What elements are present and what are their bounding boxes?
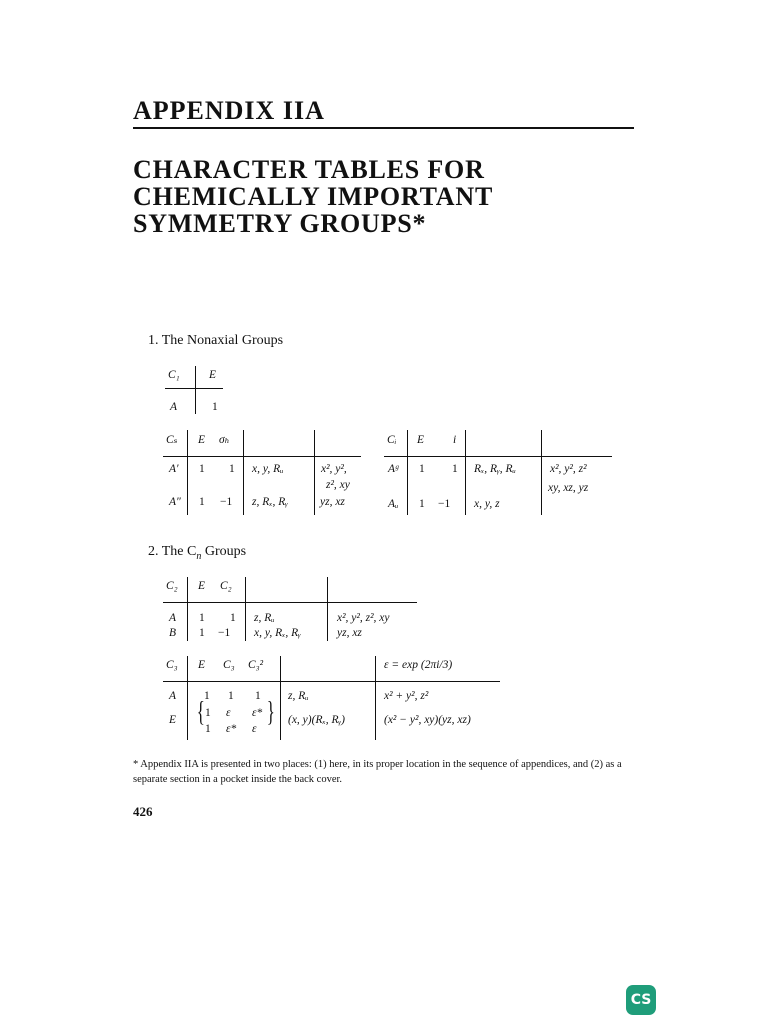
c3-quad-a: x² + y², z² [384,690,429,702]
cs-quad-a1-line1: x², y², [321,463,347,475]
section-cn-heading: 2. The $C_n$ Groups [148,544,247,562]
c2-char-b-c2: −1 [218,627,231,639]
ci-quad-ag-line1: x², y², z² [550,463,587,475]
c2-char-a-c2: 1 [230,612,236,624]
cs-quad-a1-line2: z², xy [326,479,350,491]
c3-op-e: E [198,659,206,671]
c1-irrep-a: A [170,401,178,413]
ci-irrep-ag: Aᵍ [388,463,399,475]
cs-op-sigma: σₕ [219,434,230,446]
ci-linear-au: x, y, z [474,498,500,510]
c3-char-e1-e: 1 [205,707,211,719]
ci-irrep-au: Aᵤ [388,498,399,510]
page-number: 426 [133,804,153,819]
c1-op-e: E [209,369,217,381]
ci-quad-ag-line2: xy, xz, yz [548,482,589,494]
c3-char-a-e: 1 [204,690,210,702]
c3-linear-a: z, Rᵤ [288,690,309,702]
cs-irrep-a1: A′ [169,463,179,475]
heading-rule [133,127,634,129]
c2-irrep-a: A [169,612,177,624]
cs-linear-a2: z, Rₓ, Rᵧ [252,496,288,508]
page-title [133,156,653,237]
title-line-2: CHEMICALLY IMPORTANT [133,182,494,211]
c3-char-e1-c3: ε [226,707,231,719]
c3-char-e1-c3sq: ε* [252,707,263,719]
c2-irrep-b: B [169,627,177,639]
ci-group: Cᵢ [387,434,397,446]
ci-char-au-e: 1 [419,498,425,510]
c2-char-b-e: 1 [199,627,205,639]
ci-linear-ag: Rₓ, Rᵧ, Rᵤ [474,463,516,475]
c3-char-e2-c3: ε* [226,723,237,735]
cs-char-a1-s: 1 [229,463,235,475]
cs-op-e: E [198,434,206,446]
c3-char-e2-e: 1 [205,723,211,735]
c3-right-brace: } [266,697,275,728]
cs-char-a2-e: 1 [199,496,205,508]
ci-char-au-i: −1 [438,498,451,510]
c3-linear-e: (x, y)(Rₓ, Rᵧ) [288,714,345,726]
c3-group: C₃ [166,659,178,671]
ci-char-ag-i: 1 [452,463,458,475]
c3-char-a-c3sq: 1 [255,690,261,702]
c3-quad-e: (x² − y², xy)(yz, xz) [384,714,471,726]
cs-irrep-a2: A″ [169,496,181,508]
c2-linear-a: z, Rᵤ [254,612,275,624]
c3-irrep-e: E [169,714,177,726]
c3-char-a-c3: 1 [228,690,234,702]
c1-group: C₁ [168,369,180,381]
camscanner-logo-icon: CS [626,985,656,1015]
title-line-3: SYMMETRY GROUPS* [133,209,427,238]
c2-group: C₂ [166,580,178,592]
c3-left-brace: { [196,697,205,728]
c2-op-c2: C₂ [220,580,232,592]
cs-linear-a1: x, y, Rᵤ [252,463,284,475]
section-nonaxial-heading: 1. The Nonaxial Groups [148,333,284,348]
cs-quad-a2: yz, xz [320,496,345,508]
c2-quad-a: x², y², z², xy [337,612,390,624]
c2-linear-b: x, y, Rₓ, Rᵧ [254,627,301,639]
c2-char-a-e: 1 [199,612,205,624]
cs-group: Cₛ [166,434,178,446]
appendix-heading: APPENDIX IIA [133,96,325,125]
c3-op-c3: C₃ [223,659,235,671]
footnote: * Appendix IIA is presented in two places: (1) here, in its proper location in the sequence of appendices, and (2) as a separate section in a pocket inside the back cover. [133,759,622,785]
ci-char-ag-e: 1 [419,463,425,475]
cs-char-a1-e: 1 [199,463,205,475]
c3-irrep-a: A [169,690,177,702]
c3-op-c3sq: C₃² [248,659,264,671]
c3-epsilon-note: ε = exp (2πi/3) [384,659,453,671]
c1-char: 1 [212,401,218,413]
c2-quad-b: yz, xz [337,627,362,639]
ci-op-i: i [453,434,457,446]
title-line-1: CHARACTER TABLES FOR [133,155,485,184]
ci-op-e: E [417,434,425,446]
cs-char-a2-s: −1 [220,496,233,508]
c3-char-e2-c3sq: ε [252,723,257,735]
c2-op-e: E [198,580,206,592]
